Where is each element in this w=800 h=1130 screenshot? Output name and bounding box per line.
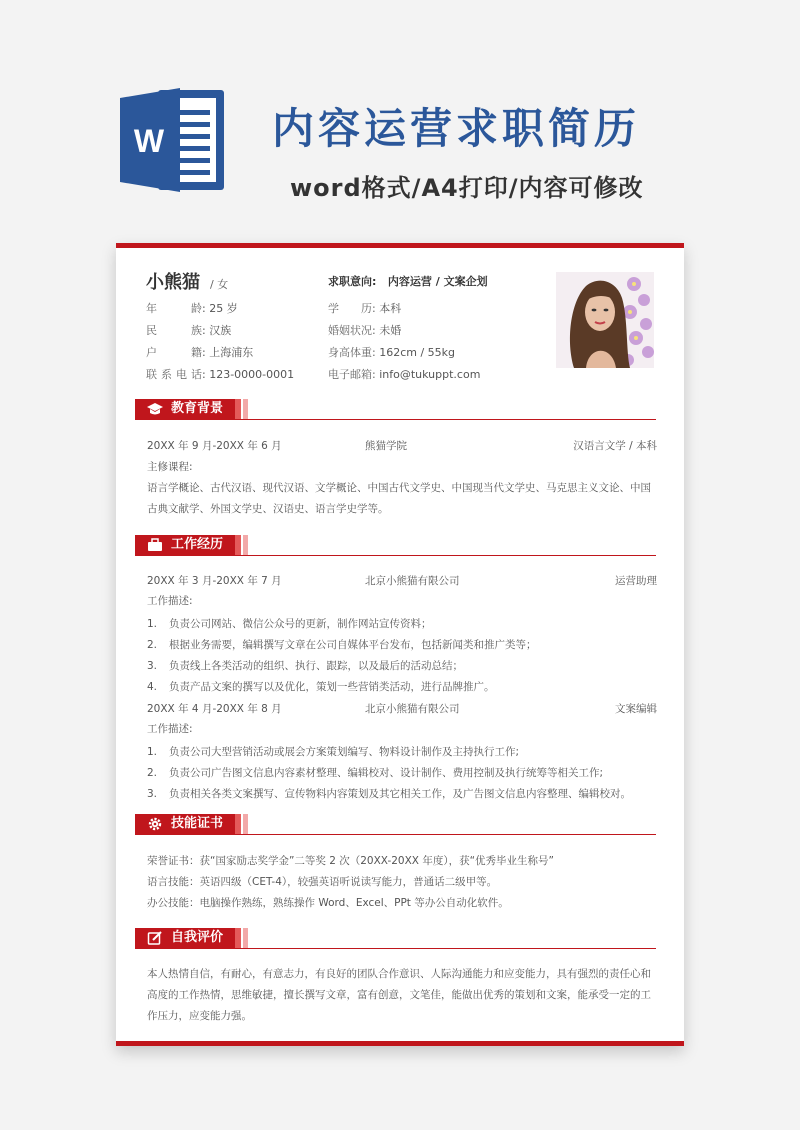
self-evaluation-text: 本人热情自信，有耐心，有意志力，有良好的团队合作意识、人际沟通能力和应变能力，具有强烈的责任心和高度的工作热情，思维敏捷，擅长撰写文章，富有创意，文笔佳，能做出优秀的策划和文案，能承受一定的工作压力，应变能力强。 [147, 968, 651, 1022]
list-item: 1. 负责公司网站、微信公众号的更新，制作网站宣传资料； [147, 618, 432, 630]
skill-office: 办公技能：电脑操作熟练，熟练操作 Word、Excel、PPt 等办公自动化软件。 [147, 897, 509, 909]
list-item: 1. 负责公司大型营销活动或展会方案策划编写、物料设计制作及主持执行工作; [147, 746, 520, 758]
word-document-icon [118, 84, 230, 196]
info-email [328, 368, 480, 382]
education-row [147, 438, 657, 454]
info-label: 婚姻状况: [328, 324, 376, 337]
info-label: 联系电话 [146, 368, 202, 381]
list-item: 2. 负责公司广告图文信息内容素材整理、编辑校对、设计制作、费用控制及执行统筹等相关工作; [147, 767, 604, 779]
info-value: info@tukuppt.com [379, 368, 481, 381]
info-height-weight [328, 346, 455, 360]
skill-honor: 荣誉证书：获“国家励志奖学金”二等奖 2 次（20XX-20XX 年度），获“优秀毕业生称号” [147, 855, 554, 867]
skill-language: 语言技能：英语四级（CET-4），较强英语听说读写能力，普通话二级甲等。 [147, 876, 498, 888]
info-value: 123-0000-0001 [209, 368, 295, 381]
candidate-name: 小熊猫 [146, 272, 200, 293]
education-major: 汉语言文学 / 本科 [573, 440, 657, 452]
resume-page [116, 243, 684, 1046]
work-company: 北京小熊猫有限公司 [365, 575, 460, 587]
header-banner [0, 0, 800, 230]
job-target [328, 273, 488, 289]
info-value: 汉族 [209, 324, 232, 337]
list-item: 2. 根据业务需要，编辑撰写文章在公司自媒体平台发布，包括新闻类和推广类等； [147, 639, 537, 651]
course-list: 语言学概论、古代汉语、现代汉语、文学概论、中国古代文学史、中国现当代文学史、马克思主义文论、中国古典文献学、外国文学史、汉语史、语言学史学等。 [147, 482, 651, 515]
info-label: 学 历: [328, 302, 376, 315]
section-title: 教育背景 [135, 399, 235, 419]
info-label: 户籍 [146, 346, 202, 359]
work-date: 20XX 年 4 月-20XX 年 8 月 [147, 703, 282, 715]
info-value: 未婚 [379, 324, 402, 337]
work-role: 运营助理 [615, 575, 657, 587]
work-desc-label: 工作描述: [147, 595, 193, 607]
work-date: 20XX 年 3 月-20XX 年 7 月 [147, 575, 282, 587]
profile-photo [556, 272, 654, 368]
info-value: 上海浦东 [209, 346, 254, 359]
course-label: 主修课程: [147, 461, 193, 473]
work-role: 文案编辑 [615, 703, 657, 715]
list-item: 3. 负责线上各类活动的组织、执行、跟踪，以及最后的活动总结； [147, 660, 463, 672]
info-marital [328, 324, 401, 338]
info-ethnicity: 民族: 汉族 [146, 324, 232, 337]
graduation-cap-icon [147, 402, 163, 416]
info-education [328, 302, 401, 316]
job-target-label: 求职意向: [328, 275, 377, 288]
info-value: 本科 [379, 302, 402, 315]
banner-title: 内容运营求职简历 [272, 104, 641, 153]
word-icon-letter: W [133, 123, 165, 159]
section-title: 工作经历 [135, 535, 235, 555]
work-company: 北京小熊猫有限公司 [365, 703, 460, 715]
work-row [147, 701, 657, 717]
info-label: 身高体重: [328, 346, 376, 359]
gear-icon [147, 817, 163, 831]
candidate-gender: / 女 [210, 278, 229, 291]
section-work-header [135, 535, 656, 557]
education-school: 熊猫学院 [365, 440, 407, 452]
work-desc-label: 工作描述: [147, 723, 193, 735]
info-label: 民族 [146, 324, 202, 337]
edit-icon [147, 931, 163, 945]
list-item: 4. 负责产品文案的撰写以及优化，策划一些营销类活动，进行品牌推广。 [147, 681, 495, 693]
section-education-header [135, 399, 656, 421]
info-value: 25 岁 [209, 302, 238, 315]
info-phone: 联系电话: 123-0000-0001 [146, 368, 295, 381]
info-value: 162cm / 55kg [379, 346, 456, 359]
work-row [147, 573, 657, 589]
section-self-header [135, 928, 656, 950]
briefcase-icon [147, 538, 163, 552]
section-title: 自我评价 [135, 928, 235, 948]
section-skills-header [135, 814, 656, 836]
banner-subtitle: word格式/A4打印/内容可修改 [290, 174, 644, 202]
info-hukou: 户籍: 上海浦东 [146, 346, 254, 359]
section-title: 技能证书 [135, 814, 235, 834]
list-item: 3. 负责相关各类文案撰写、宣传物料内容策划及其它相关工作，及广告图文信息内容整理、编辑校对。 [147, 788, 631, 800]
job-target-value: 内容运营 / 文案企划 [387, 275, 488, 288]
education-date: 20XX 年 9 月-20XX 年 6 月 [147, 440, 282, 452]
info-age: 年龄: 25 岁 [146, 302, 238, 315]
info-label: 年龄 [146, 302, 202, 315]
info-label: 电子邮箱: [328, 368, 376, 381]
